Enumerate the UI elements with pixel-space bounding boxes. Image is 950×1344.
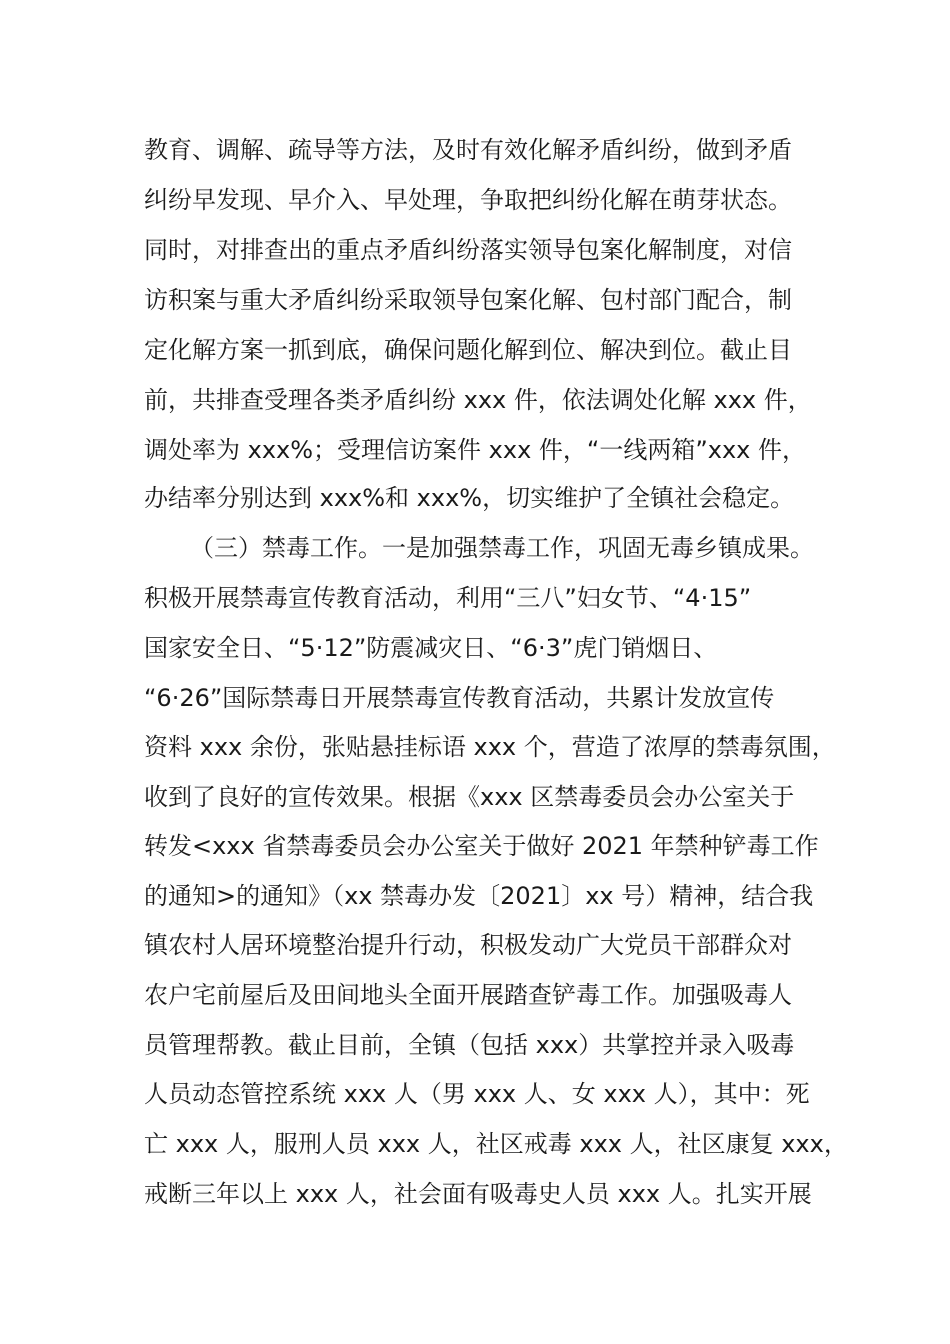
- text-line: 戒断三年以上 xxx 人，社会面有吸毒史人员 xxx 人。扎实开展: [144, 1180, 812, 1208]
- text-line: “6·26”国际禁毒日开展禁毒宣传教育活动，共累计发放宣传: [144, 684, 775, 712]
- text-line: 教育、调解、疏导等方法，及时有效化解矛盾纠纷，做到矛盾: [144, 136, 792, 164]
- text-line: 人员动态管控系统 xxx 人（男 xxx 人、女 xxx 人），其中：死: [144, 1080, 810, 1108]
- text-line: 转发<xxx 省禁毒委员会办公室关于做好 2021 年禁种铲毒工作: [144, 832, 819, 860]
- text-line: 纠纷早发现、早介入、早处理，争取把纠纷化解在萌芽状态。: [144, 186, 792, 214]
- text-line: 员管理帮教。截止目前，全镇（包括 xxx）共掌控并录入吸毒: [144, 1031, 795, 1059]
- text-line: 定化解方案一抓到底，确保问题化解到位、解决到位。截止目: [144, 336, 792, 364]
- text-line: 前，共排查受理各类矛盾纠纷 xxx 件，依法调处化解 xxx 件，: [144, 386, 812, 414]
- text-line: 资料 xxx 余份，张贴悬挂标语 xxx 个，营造了浓厚的禁毒氛围，: [144, 733, 836, 761]
- section-heading-line: （三）禁毒工作。一是加强禁毒工作，巩固无毒乡镇成果。: [190, 534, 814, 562]
- text-line: 访积案与重大矛盾纠纷采取领导包案化解、包村部门配合，制: [144, 286, 792, 314]
- text-line: 亡 xxx 人，服刑人员 xxx 人，社区戒毒 xxx 人，社区康复 xxx，: [144, 1130, 848, 1158]
- text-line: 收到了良好的宣传效果。根据《xxx 区禁毒委员会办公室关于: [144, 783, 795, 811]
- text-line: 镇农村人居环境整治提升行动，积极发动广大党员干部群众对: [144, 931, 792, 959]
- text-line: 的通知>的通知》（xx 禁毒办发〔2021〕xx 号）精神，结合我: [144, 882, 814, 910]
- text-line: 农户宅前屋后及田间地头全面开展踏查铲毒工作。加强吸毒人: [144, 981, 792, 1009]
- text-line: 国家安全日、“5·12”防震减灾日、“6·3”虎门销烟日、: [144, 634, 718, 662]
- text-line: 调处率为 xxx%；受理信访案件 xxx 件，“一线两箱”xxx 件，: [144, 436, 807, 464]
- text-line: 积极开展禁毒宣传教育活动，利用“三八”妇女节、“4·15”: [144, 584, 752, 612]
- text-line: 办结率分别达到 xxx%和 xxx%，切实维护了全镇社会稳定。: [144, 484, 795, 512]
- text-line: 同时，对排查出的重点矛盾纠纷落实领导包案化解制度，对信: [144, 236, 792, 264]
